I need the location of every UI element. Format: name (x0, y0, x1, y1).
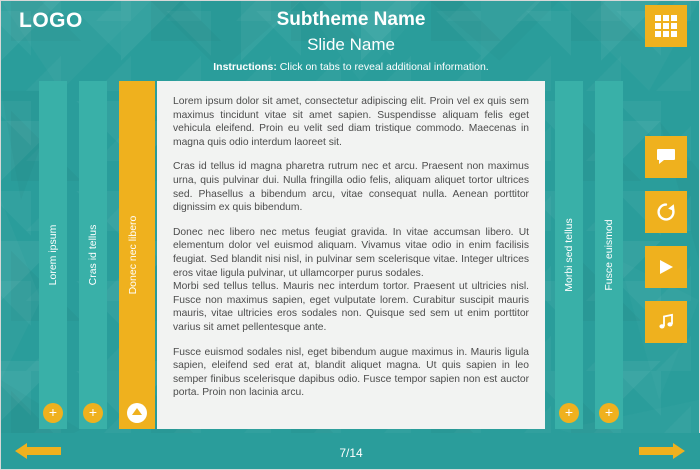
tab-lorem-ipsum[interactable] (39, 81, 67, 429)
tab-collapse-button[interactable] (127, 403, 147, 423)
tab-content-panel (157, 81, 545, 429)
tab-donec-nec-libero[interactable] (119, 81, 155, 429)
grid-menu-button[interactable] (645, 5, 687, 47)
content-paragraph: Cras id tellus id magna pharetra rutrum nec et arcu. Praesent non maximus urna, quis pulvinar dui. Nulla fringilla odio felis, aliquam aliquet tortor ultrices sed. Phasellus a bibendum arcu, vitae consequat nulla. Aenean porttitor dignissim ex quis bibendum. (173, 161, 529, 214)
tab-label: Cras id tellus (87, 224, 99, 286)
tab-label: Donec nec libero (127, 215, 139, 295)
instructions-text: Click on tabs to reveal additional information. (276, 61, 489, 73)
tab-cras-id-tellus[interactable] (79, 81, 107, 429)
content-paragraph: Morbi sed tellus tellus. Mauris nec interdum tortor. Praesent ut ultricies nisl. Fusce non maximus sapien, eget vulputate lorem. Curabitur suscipit mauris mauris, vitae ultricies eros sodales non. Quisque sed sem ut enim porttitor varius sit amet pellentesque ante. (173, 281, 529, 333)
content-paragraph: Donec nec libero nec metus feugiat gravida. In vitae accumsan libero. Ut elementum dolor vel euismod aliquam. Vivamus vitae odio in enim facilisis feugiat. Sed blandit nisi nisl, in pulvinar sem scelerisque vitae. Integer ultrices eros vitae ligula pulvinar, ut ullamcorper purus sodales. (173, 226, 529, 279)
page-indicator: 7/14 (339, 446, 363, 460)
arrow-right-icon (639, 442, 685, 460)
content-paragraph: Fusce euismod sodales nisl, eget bibendum augue maximus in. Mauris ligula sapien, eleifend sed erat at, blandit aliquet magna. Ut quis sapien in leo semper finibus scelerisque dapibus odio. Fusce tempor sapien non est auctor porta. Proin non lacinia arcu. (173, 346, 529, 399)
next-slide-button[interactable] (639, 442, 685, 460)
caret-up-icon (131, 407, 143, 417)
slide-name: Slide Name (307, 35, 395, 54)
tab-expand-button[interactable]: + (83, 403, 103, 423)
tab-morbi-sed-tellus[interactable] (555, 81, 583, 429)
tab-fusce-euismod[interactable] (595, 81, 623, 429)
logo: LOGO (19, 9, 83, 32)
tabs-panel (39, 81, 663, 429)
tab-label: Morbi sed tellus (563, 218, 575, 292)
tab-expand-button[interactable]: + (599, 403, 619, 423)
subtheme-title: Subtheme Name (276, 9, 426, 30)
tab-expand-button[interactable]: + (559, 403, 579, 423)
instructions-label: Instructions: (213, 61, 277, 73)
tab-label: Lorem ipsum (47, 224, 59, 286)
tab-expand-button[interactable]: + (43, 403, 63, 423)
tab-label: Fusce euismod (603, 219, 615, 291)
grid-menu-icon (655, 15, 677, 37)
instructions (1, 61, 700, 73)
content-paragraph: Lorem ipsum dolor sit amet, consectetur adipiscing elit. Proin vel ex quis sem maximus tincidunt vitae sit amet sapien. Suspendisse aliquam felis eget vehicula eleifend. Proin eu velit sed diam tristique commodo. Maecenas in magna quis odio interdum laoreet sit. (173, 96, 529, 148)
